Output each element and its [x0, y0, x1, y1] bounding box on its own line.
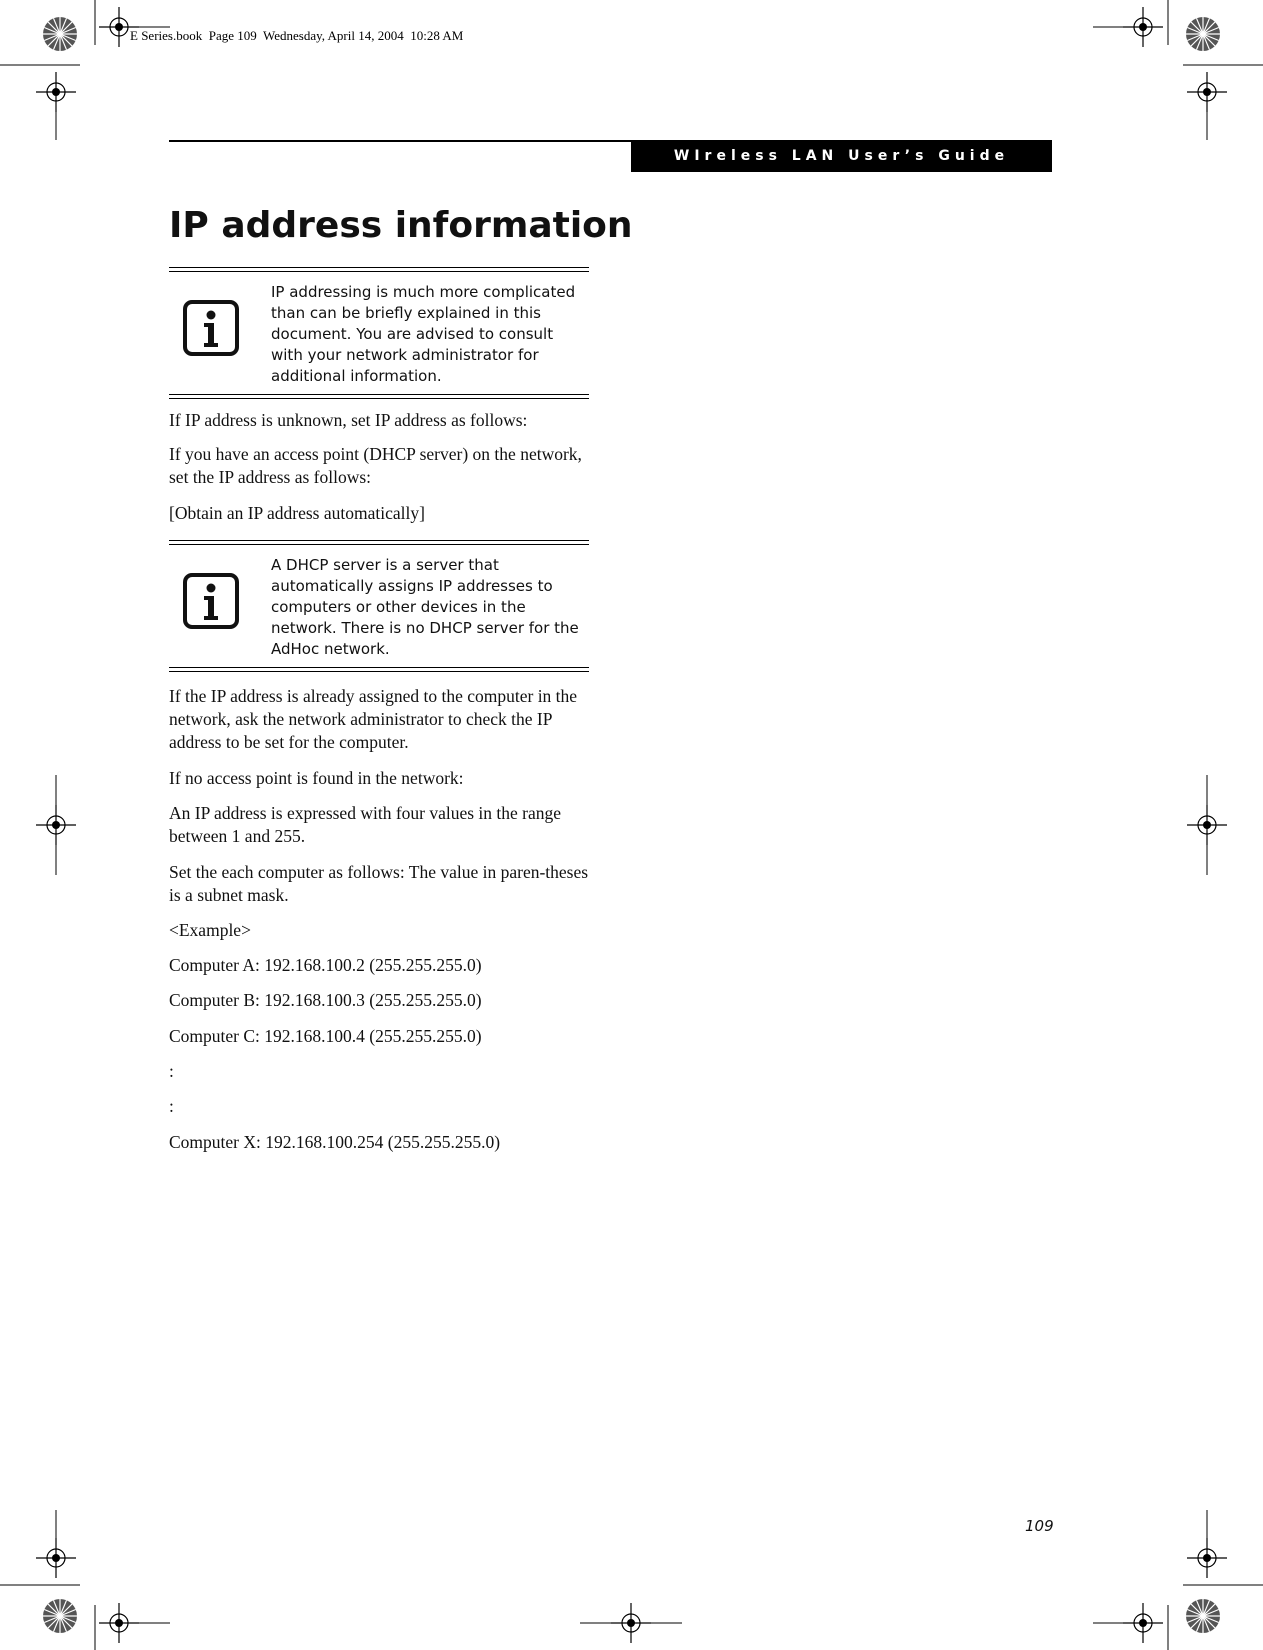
info-icon	[183, 573, 239, 629]
example-line: Computer X: 192.168.100.254 (255.255.255.0)	[169, 1132, 501, 1152]
example-line: Computer C: 192.168.100.4 (255.255.255.0)	[169, 1026, 482, 1046]
page-title: IP address information	[169, 205, 633, 246]
info-icon	[183, 300, 239, 356]
paragraph: Set the each computer as follows: The value in paren-theses is a subnet mask.	[169, 862, 589, 905]
info-note	[169, 540, 589, 672]
paragraph: If IP address is unknown, set IP address as follows:	[169, 410, 528, 430]
note-text: A DHCP server is a server that automatically assigns IP addresses to computers or other devices in the network. There is no DHCP server for the AdHoc network.	[271, 556, 579, 658]
paragraph: If you have an access point (DHCP server) on the network, set the IP address as follows:	[169, 444, 582, 487]
paragraph: [Obtain an IP address automatically]	[169, 503, 425, 523]
example-line: Computer B: 192.168.100.3 (255.255.255.0)	[169, 990, 482, 1010]
example-line: :	[169, 1096, 174, 1116]
header-rule	[169, 140, 631, 142]
running-header: WIreless LAN User’s Guide	[631, 140, 1052, 172]
print-slug: E Series.book Page 109 Wednesday, April 14, 2004 10:28 AM	[130, 28, 464, 43]
note-text: IP addressing is much more complicated than can be briefly explained in this document. You are advised to consult with your network administrator for additional information.	[271, 283, 576, 385]
paragraph: If the IP address is already assigned to the computer in the network, ask the network administrator to check the IP address to be set for the computer.	[169, 686, 578, 752]
paragraph: An IP address is expressed with four values in the range between 1 and 255.	[169, 803, 562, 846]
paragraph: If no access point is found in the network:	[169, 768, 464, 788]
example-line: Computer A: 192.168.100.2 (255.255.255.0)	[169, 955, 482, 975]
info-note	[169, 267, 589, 399]
example-line: :	[169, 1061, 174, 1081]
page-number: 109	[1025, 1517, 1054, 1535]
paragraph: <Example>	[169, 920, 251, 940]
